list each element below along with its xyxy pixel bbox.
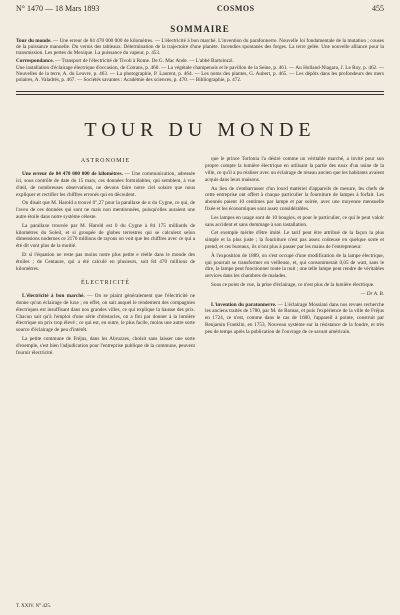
sommaire-tour-text: — Une erreur de 84 470 000 000 de kilomètres. — L'électricité à bon marché. L'invention du parafonnerre. Nouvelle loi fondamentale de la mutation ; couses de la puissance manuelle. Du vernis des tableaux. Détermination de la trajectoire d'une planète. Incendies spontanés des forges. La terre gelée. Une nouvelle alliance pour la transmission. Les pertes du Mexique. La puissance du vapeur, p. 453. <box>16 38 385 57</box>
paragraph: Cet exemple mérite d'être imité. Le tarif peut être attribué de la façon la plus simple et la plus juste ; la fourniture n'est pas assez coûteuse en quelque sorte et prend, et ces bureaux, ils n'ont plus à passer par les mains de l'entrepreneur. <box>205 230 384 250</box>
paragraph: que le prince Torlonia l'a désiré comme un véritable marché, a invité pour son propre compte la lumière électrique en utilisant la partie des eaux d'un usine de la ville, ce qu'il a pu réaliser avec un éclairage de réseau ancien que les habitants avaient acquis dans leurs maisons. <box>205 156 384 183</box>
left-column <box>16 156 195 358</box>
divider-rule <box>16 91 384 92</box>
lead-heading: Une erreur de 84 470 000 000 de kilomètres. <box>22 171 123 178</box>
sommaire-tour-label: Tour du monde. <box>16 38 52 44</box>
sommaire-text <box>16 38 384 83</box>
footer-volume: T. XXIV. N° 425. <box>16 604 52 609</box>
right-column <box>205 156 384 358</box>
running-header <box>16 4 384 14</box>
sommaire-rest: Une installation d'éclairage électrique d'occasion, de Cotrans, p. 460. — La végétale champenois et le pavillon de la Seine, p. 461. — Au Holland-Niagara, J. Le Roy, p. 462. — Nouvelles de la terre, A. du Leuvre, p. 463. — La photographie, P. Laurent, p. 464. — Les noms des plantes, G. Aubert, p. 465. — Les dépôts dans les profondeurs des mers polaires, A. Valadrés, p. 467. — Sociétés savantes : Académie des sciences, p. 470. — Bibliographie, p. 472. <box>16 64 384 84</box>
paragraph: À l'exposition de 1889, on s'est occupé d'une modification de la lampe électrique, qui pourrait se transformer en veilleuse, et, qui consommerait 0,05 de watt, sans le dire, la lampe peut fonctionner toute la nuit ; une telle lampe peut rendre de véritables services dans les chambres de malades. <box>205 252 384 280</box>
signature: — Dr A. B. <box>360 290 384 297</box>
paragraph: Et si l'équation ne reste pas moins notre plus petite e réelle dans le monde des étoiles ; de Centaure, qui a été calculé en plusieurs, soit 84 470 millions de kilomètres. <box>16 251 195 272</box>
paragraph <box>16 171 195 198</box>
sommaire-correspondance <box>16 58 384 64</box>
section-heading-electricite: ÉLECTRICITÉ <box>81 280 130 287</box>
paragraph: Les lampes en usage sont de 10 bougies, et pour le particulier, ce qui le peut valoir sans accident et sans dommage à son installation. <box>205 214 384 228</box>
paragraph: La parallaxe trouvée par M. Harold est 0 du Cygne à 84 175 milliards de kilomètres du Soleil, et si groupée de globes terrestres qui se calculent selon dimensions nodernes ce 2170 millions de rayons on voit que les chiffres avec ce qui a été dit vont plus de la moitié. <box>16 222 195 250</box>
issue-date: N° 1470 — 18 Mars 1893 <box>16 4 100 13</box>
sommaire-title: SOMMAIRE <box>170 24 230 34</box>
paragraph <box>16 293 195 334</box>
main-title: TOUR DU MONDE <box>84 119 316 142</box>
section-heading-astronomie: ASTRONOMIE <box>80 158 131 165</box>
journal-name: COSMOS <box>216 4 255 13</box>
paragraph-text: — Une communication, adressée ici, sous contrôle de date du 15 mars, ces données formidables, qui semblent, à vue d'œil, de nombreuses observations, ne devons faire notre ciel solaire que nous expliquer et rectifier les chiffres erronés qui en découlent. <box>16 171 196 198</box>
paragraph-text: — L'éclairage Mossiani dans nos revues recherche les anciens traités de 1780, par M. de Romas, et puis l'expérience de la ville de Fréjus en 1724, ce n'est, comme dans le cas de 1680, l'appareil à pointe, construit par Benjamin Franklin, en 1753, Nouveau système sur la résistance de la foudre, et très peu de temps après la publication de l'ouvrage de ce savant américain. <box>205 301 384 335</box>
sommaire-corr-text: — Transport de l'électricité de Tivoli à Rome. De G. Mac Ande. — L'abbé Bartolozzi. <box>55 57 234 64</box>
paragraph-text: — On se plaint généralement que l'électricité ne donne qu'un éclairage de luxe ; en effet, on sait auquel le rendement des compagnies électriques est insuffisant dans nos grandes villes, ce qui explique la hausse des prix. Chacun sait qu'à l'emploi d'une série d'obstacles, on a fini par donner à la lumière électrique un prix trop élevé ; ce qui est, en outre, le plus facile, moins une autre sorte source d'éclairage de peu d'intérêt. <box>16 293 195 334</box>
paragraph: Au lieu de s'embarrasser d'un lourd matériel d'appareils de mesure, les chefs de cette entreprise ont offert à chaque particulier la fourniture de lampes à forfait. Les abonnés paient 10 centimes par lampe et par soirée, avec une moyenne mensuelle fixée et les économiques sont assez considérables. <box>205 185 384 212</box>
lead-heading: L'invention du paratonnerre. <box>211 301 277 308</box>
page-number: 455 <box>372 4 384 13</box>
paragraph: Sous ce point de vue, la prise d'éclairage, ce n'est plus de la lumière électrique. <box>211 281 375 288</box>
sommaire-corr-label: Correspondance. <box>16 57 54 64</box>
sommaire-tour <box>16 38 384 57</box>
paragraph: La petite commune de Fréjus, dans les Abruzzes, choisit sans laisser une sorte d'exemple, s'est bien l'adjudication pour l'entreprise publique de la commune, peuvent fournir électricité. <box>16 335 195 356</box>
lead-heading: L'électricité à bon marché. <box>22 293 85 300</box>
divider-rule-2 <box>16 94 384 95</box>
article-columns <box>16 156 384 358</box>
paragraph <box>205 302 384 336</box>
paragraph: On disait que M. Harold a trouvé 0",27 pour la parallaxe de α du Cygne, ce qui, de l'aveu de ces données qui sont ne mais non mentionnées, puisqu'elles auraient une autre étoile dans notre système céleste. <box>16 200 195 220</box>
